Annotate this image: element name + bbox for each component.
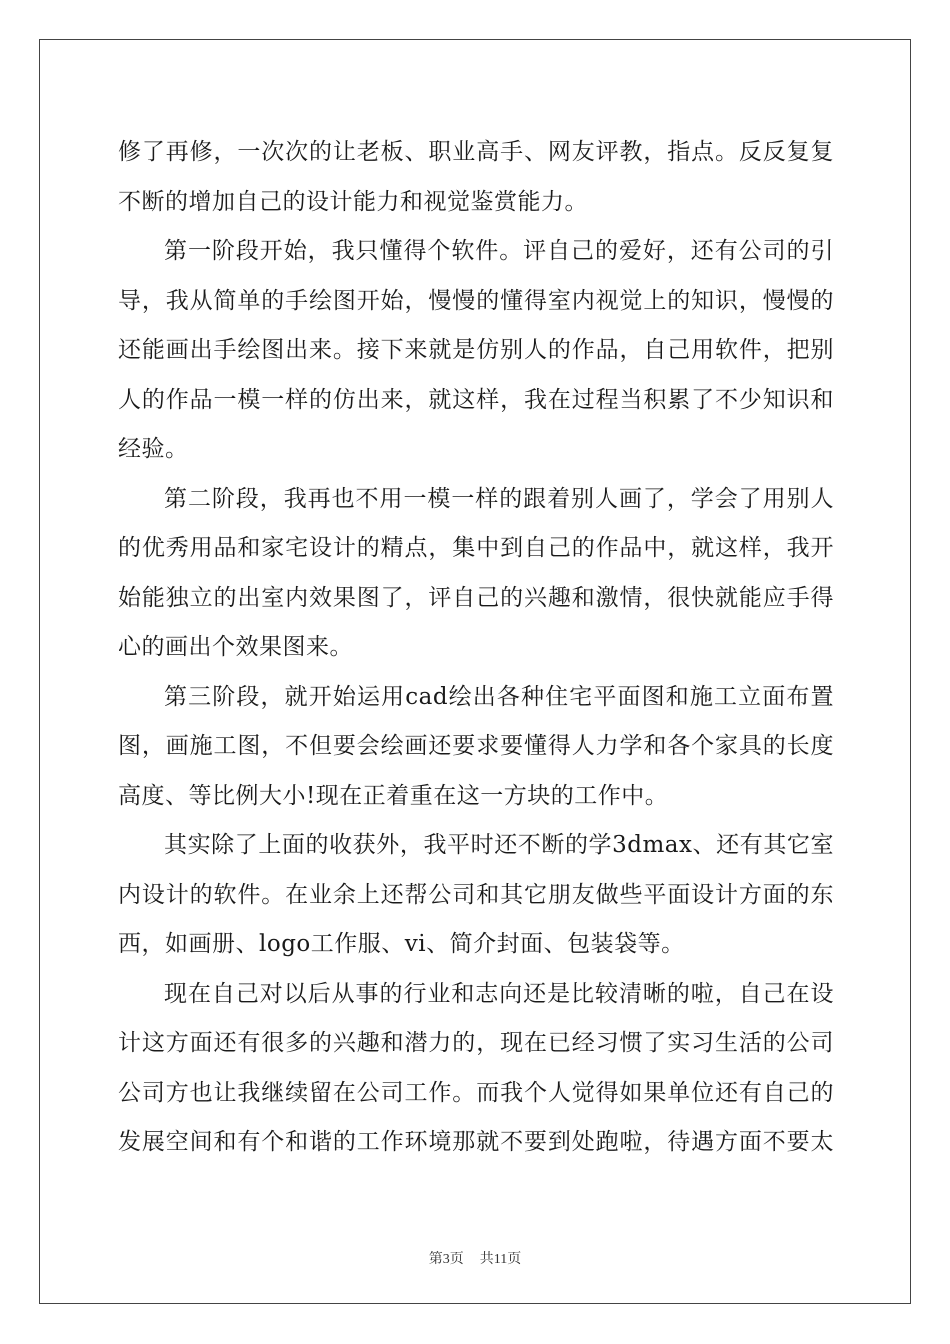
text-line: 发展空间和有个和谐的工作环境那就不要到处跑啦，待遇方面不要太	[118, 1129, 834, 1155]
text-line: 修了再修，一次次的让老板、职业高手、网友评教，指点。反反复复	[118, 139, 834, 165]
text-line: 不断的增加自己的设计能力和视觉鉴赏能力。	[118, 188, 588, 215]
text-line: 其实除了上面的收获外，我平时还不断的学3dmax、还有其它室	[164, 832, 834, 858]
text-line: 第二阶段，我再也不用一模一样的跟着别人画了，学会了用别人	[164, 485, 834, 512]
text-line: 西，如画册、logo工作服、vi、简介封面、包装袋等。	[118, 931, 685, 957]
text-line: 内设计的软件。在业余上还帮公司和其它朋友做些平面设计方面的东	[118, 881, 834, 908]
text-line: 第一阶段开始，我只懂得个软件。评自己的爱好，还有公司的引	[164, 238, 834, 264]
text-line: 第三阶段，就开始运用cad绘出各种住宅平面图和施工立面布置	[164, 683, 834, 710]
text-line: 图，画施工图，不但要会绘画还要求要懂得人力学和各个家具的长度	[118, 733, 834, 759]
text-line: 公司方也让我继续留在公司工作。而我个人觉得如果单位还有自己的	[118, 1079, 834, 1106]
text-line: 始能独立的出室内效果图了，评自己的兴趣和激情，很快就能应手得	[118, 584, 834, 611]
text-line: 高度、等比例大小!现在正着重在这一方块的工作中。	[118, 782, 669, 809]
text-line: 经验。	[118, 436, 189, 462]
total-pages-label: 共11页	[479, 1252, 522, 1267]
current-page-label: 第3页	[428, 1252, 464, 1267]
text-line: 导，我从简单的手绘图开始，慢慢的懂得室内视觉上的知识，慢慢的	[118, 287, 834, 314]
page-footer	[0, 1248, 950, 1268]
text-line: 计这方面还有很多的兴趣和潜力的，现在已经习惯了实习生活的公司	[118, 1030, 834, 1056]
document-body	[118, 128, 834, 1168]
text-line: 还能画出手绘图出来。接下来就是仿别人的作品，自己用软件，把别	[118, 337, 834, 363]
text-line: 现在自己对以后从事的行业和志向还是比较清晰的啦，自己在设	[164, 980, 834, 1007]
text-line: 人的作品一模一样的仿出来，就这样，我在过程当积累了不少知识和	[118, 386, 834, 413]
text-line: 心的画出个效果图来。	[118, 634, 353, 660]
text-line: 的优秀用品和家宅设计的精点，集中到自己的作品中，就这样，我开	[118, 535, 834, 561]
